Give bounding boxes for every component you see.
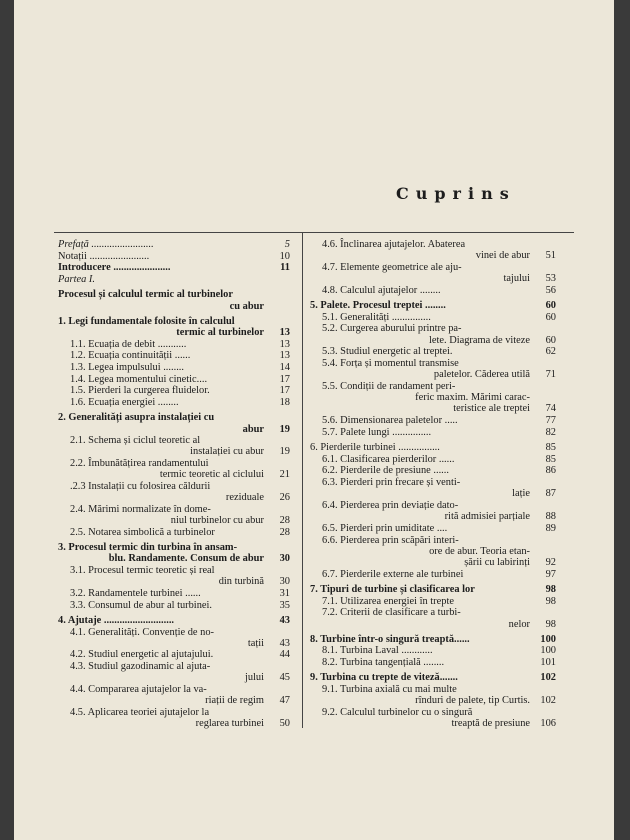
toc-entry bbox=[310, 596, 556, 607]
toc-entry bbox=[58, 527, 290, 538]
toc-entry-title bbox=[58, 527, 264, 538]
toc-entry-line: termic teoretic al ciclului bbox=[159, 469, 264, 481]
toc-page-number: 102 bbox=[540, 672, 556, 684]
toc-page-number: 31 bbox=[279, 587, 290, 599]
toc-entry-line: 4.1. Generalități. Convenție de no- bbox=[70, 626, 214, 638]
toc-entry-line: 5.3. Studiul energetic al treptei. bbox=[322, 346, 453, 358]
toc-entry bbox=[58, 412, 290, 434]
toc-entry-line: 6.6. Pierderea prin scăpări interi- bbox=[322, 534, 459, 546]
toc-entry-title bbox=[310, 596, 530, 607]
toc-entry bbox=[310, 454, 556, 465]
toc-page-number: 13 bbox=[279, 326, 290, 338]
toc-entry-title bbox=[310, 500, 530, 522]
toc-entry-title bbox=[58, 239, 264, 250]
toc-entry-title bbox=[58, 600, 264, 611]
toc-page-number: 88 bbox=[545, 511, 556, 523]
toc-entry-line: 1. Legi fundamentale folosite în calculul bbox=[58, 315, 235, 327]
toc-entry bbox=[310, 584, 556, 595]
toc-entry-line: 2.4. Mărimi normalizate în dome- bbox=[70, 503, 211, 515]
toc-entry-line: 6.4. Pierderea prin deviație dato- bbox=[322, 499, 459, 511]
toc-entry-line: 6. Pierderile turbinei ................ bbox=[310, 441, 440, 453]
toc-entry bbox=[58, 374, 290, 385]
toc-entry-line: 6.3. Pierderi prin frecare și venti- bbox=[322, 477, 461, 489]
toc-entry-title bbox=[310, 239, 530, 261]
toc-entry bbox=[58, 251, 290, 262]
toc-entry-line: Prefață ........................ bbox=[58, 239, 154, 250]
toc-entry-title bbox=[310, 535, 530, 569]
toc-entry-line: reziduale bbox=[225, 492, 264, 504]
toc-entry-title bbox=[58, 385, 264, 396]
toc-entry-line: 3.3. Consumul de abur al turbinei. bbox=[70, 599, 212, 611]
toc-entry-title bbox=[310, 323, 530, 345]
toc-entry bbox=[310, 569, 556, 580]
toc-entry-line: 8. Turbine într-o singură treaptă...... bbox=[310, 633, 470, 645]
toc-entry-line: 9.2. Calculul turbinelor cu o singură bbox=[322, 706, 473, 718]
toc-entry-title bbox=[58, 661, 264, 683]
toc-entry bbox=[58, 542, 290, 564]
toc-entry-line: 4.5. Aplicarea teoriei ajutajelor la bbox=[70, 706, 210, 718]
toc-entry bbox=[58, 435, 290, 457]
toc-entry-line: 1.3. Legea impulsului ........ bbox=[70, 362, 184, 374]
toc-page-number: 18 bbox=[279, 397, 290, 409]
toc-entry bbox=[310, 465, 556, 476]
toc-entry-title bbox=[58, 627, 264, 649]
toc-entry-line: 1.4. Legea momentului cinetic.... bbox=[70, 373, 208, 385]
toc-entry-title bbox=[310, 415, 530, 426]
toc-entry-line: din turbină bbox=[218, 576, 264, 588]
toc-entry-line: 4.2. Studiul energetic al ajutajului. bbox=[70, 649, 214, 661]
toc-entry-line: 2. Generalități asupra instalației cu bbox=[58, 412, 215, 424]
toc-entry-line: 1.1. Ecuația de debit ........... bbox=[70, 338, 187, 350]
toc-entry bbox=[58, 262, 290, 273]
toc-page-number: 60 bbox=[545, 300, 556, 312]
toc-entry bbox=[58, 588, 290, 599]
toc-entry-title bbox=[58, 397, 264, 408]
toc-page-number: 14 bbox=[279, 362, 290, 374]
toc-entry-line: Partea I. bbox=[58, 274, 95, 286]
toc-entry-title bbox=[310, 346, 530, 357]
toc-entry-title bbox=[310, 569, 530, 580]
toc-page-number: 101 bbox=[540, 657, 556, 669]
toc-entry bbox=[58, 504, 290, 526]
toc-entry bbox=[58, 339, 290, 350]
toc-entry-title bbox=[58, 262, 264, 273]
toc-entry-line: 2.2. Îmbunătățirea randamentului bbox=[70, 458, 209, 470]
toc-entry-title bbox=[310, 358, 530, 380]
toc-page-number: 28 bbox=[279, 526, 290, 538]
toc-entry bbox=[58, 661, 290, 683]
book-page bbox=[14, 0, 614, 840]
toc-entry bbox=[310, 415, 556, 426]
toc-page-number: 106 bbox=[540, 718, 556, 730]
toc-entry bbox=[58, 274, 290, 285]
toc-entry-line: blu. Randamente. Consum de abur bbox=[108, 553, 264, 565]
toc-entry bbox=[58, 649, 290, 660]
toc-entry bbox=[310, 477, 556, 499]
toc-entry-line: .2.3 Instalații cu folosirea căldurii bbox=[70, 481, 211, 493]
toc-entry-line: 5.1. Generalități ............... bbox=[322, 311, 431, 323]
toc-page-number: 87 bbox=[545, 488, 556, 500]
toc-entry-line: șării cu labirinți bbox=[464, 556, 530, 568]
toc-entry bbox=[310, 285, 556, 296]
toc-page-number: 60 bbox=[545, 311, 556, 323]
toc-page-number: 74 bbox=[545, 403, 556, 415]
toc-right-column bbox=[310, 239, 556, 730]
toc-entry-line: 3.2. Randamentele turbinei ...... bbox=[70, 587, 201, 599]
toc-entry-line: ore de abur. Teoria etan- bbox=[429, 545, 530, 557]
toc-page-number: 17 bbox=[279, 385, 290, 397]
toc-entry bbox=[58, 239, 290, 250]
toc-entry bbox=[58, 362, 290, 373]
toc-entry-title bbox=[58, 435, 264, 457]
toc-page-number: 45 bbox=[279, 672, 290, 684]
toc-entry-line: Notații ....................... bbox=[58, 250, 150, 262]
toc-left-column bbox=[58, 239, 290, 730]
toc-entry-line: reglarea turbinei bbox=[195, 718, 264, 730]
toc-entry-line: rită admisiei parțiale bbox=[444, 511, 530, 523]
toc-entry-line: lație bbox=[512, 488, 530, 500]
toc-entry bbox=[310, 300, 556, 311]
toc-entry-title bbox=[310, 454, 530, 465]
toc-entry bbox=[58, 600, 290, 611]
toc-entry bbox=[58, 385, 290, 396]
toc-entry-line: 6.1. Clasificarea pierderilor ...... bbox=[322, 453, 455, 465]
toc-entry bbox=[310, 684, 556, 706]
toc-entry-line: 3.1. Procesul termic teoretic și real bbox=[70, 564, 215, 576]
toc-entry-line: Introducere ...................... bbox=[58, 262, 171, 274]
toc-entry bbox=[310, 500, 556, 522]
toc-page-number: 53 bbox=[545, 273, 556, 285]
toc-entry-title bbox=[310, 262, 530, 284]
toc-entry-title bbox=[310, 477, 530, 499]
toc-entry-title bbox=[58, 565, 264, 587]
toc-entry-title bbox=[310, 427, 530, 438]
toc-entry bbox=[58, 289, 290, 311]
toc-entry-line: 5.4. Forța și momentul transmise bbox=[322, 358, 459, 370]
toc-entry-line: niul turbinelor cu abur bbox=[170, 515, 264, 527]
toc-entry bbox=[310, 634, 556, 645]
toc-page-number: 100 bbox=[540, 645, 556, 657]
toc-entry bbox=[310, 707, 556, 729]
toc-entry-line: 3. Procesul termic din turbina în ansam- bbox=[58, 542, 238, 554]
table-of-contents bbox=[54, 232, 574, 735]
toc-entry bbox=[310, 535, 556, 569]
toc-page-number: 102 bbox=[540, 695, 556, 707]
toc-entry-title bbox=[310, 285, 530, 296]
toc-entry-line: 5.5. Condiții de randament peri- bbox=[322, 380, 456, 392]
toc-entry-line: cu abur bbox=[229, 300, 264, 312]
toc-entry-line: Procesul și calculul termic al turbinelor bbox=[58, 289, 233, 301]
toc-entry bbox=[310, 442, 556, 453]
toc-entry-title bbox=[58, 316, 264, 338]
toc-entry bbox=[310, 312, 556, 323]
toc-entry-line: 9. Turbina cu trepte de viteză....... bbox=[310, 672, 458, 684]
toc-entry-title bbox=[310, 684, 530, 706]
toc-entry-line: treaptă de presiune bbox=[451, 718, 530, 730]
toc-entry-line: 5.6. Dimensionarea paletelor ..... bbox=[322, 415, 458, 427]
toc-entry-line: 7.1. Utilizarea energiei în trepte bbox=[322, 595, 454, 607]
toc-page-number: 51 bbox=[545, 250, 556, 262]
toc-page-number: 82 bbox=[545, 426, 556, 438]
toc-entry-line: 4.4. Compararea ajutajelor la va- bbox=[70, 684, 207, 696]
toc-entry-title bbox=[310, 381, 530, 415]
toc-entry-line: 8.1. Turbina Laval ............ bbox=[322, 645, 433, 657]
toc-entry-line: 4.3. Studiul gazodinamic al ajuta- bbox=[70, 661, 211, 673]
toc-entry-title bbox=[58, 481, 264, 503]
toc-entry-line: 2.1. Schema și ciclul teoretic al bbox=[70, 435, 201, 447]
toc-page-number: 17 bbox=[279, 373, 290, 385]
toc-page-number: 35 bbox=[279, 599, 290, 611]
toc-entry-line: 5.7. Palete lungi ............... bbox=[322, 426, 432, 438]
toc-entry bbox=[58, 350, 290, 361]
toc-page-number: 21 bbox=[279, 469, 290, 481]
toc-page-number: 13 bbox=[279, 350, 290, 362]
toc-entry bbox=[58, 707, 290, 729]
toc-entry-title bbox=[310, 657, 530, 668]
toc-entry-line: 5. Palete. Procesul treptei ........ bbox=[310, 300, 446, 312]
toc-entry bbox=[58, 458, 290, 480]
toc-page-number: 62 bbox=[545, 346, 556, 358]
toc-entry-title bbox=[310, 465, 530, 476]
toc-entry-line: tajului bbox=[503, 273, 530, 285]
toc-entry-line: instalației cu abur bbox=[190, 446, 264, 458]
toc-entry bbox=[310, 672, 556, 683]
toc-page-number: 43 bbox=[279, 637, 290, 649]
toc-entry-line: 2.5. Notarea simbolică a turbinelor bbox=[70, 526, 215, 538]
toc-entry-title bbox=[58, 504, 264, 526]
toc-entry bbox=[310, 523, 556, 534]
toc-page-number: 89 bbox=[545, 522, 556, 534]
toc-entry-line: 1.6. Ecuația energiei ........ bbox=[70, 397, 179, 409]
toc-entry-line: 6.5. Pierderi prin umiditate .... bbox=[322, 522, 448, 534]
toc-entry-line: 1.2. Ecuația continuității ...... bbox=[70, 350, 191, 362]
toc-page-number: 85 bbox=[545, 453, 556, 465]
toc-entry-line: 8.2. Turbina tangențială ........ bbox=[322, 657, 445, 669]
toc-entry-title bbox=[58, 458, 264, 480]
toc-page-number: 71 bbox=[545, 369, 556, 381]
toc-entry-title bbox=[58, 412, 264, 434]
toc-entry-title bbox=[58, 251, 264, 262]
toc-entry-title bbox=[310, 607, 530, 629]
toc-entry-line: 4. Ajutaje ........................... bbox=[58, 614, 175, 626]
toc-entry-line: 1.5. Pierderi la curgerea fluidelor. bbox=[70, 385, 210, 397]
toc-page-number: 60 bbox=[545, 334, 556, 346]
toc-entry-line: jului bbox=[244, 672, 264, 684]
toc-page-number: 50 bbox=[279, 718, 290, 730]
toc-entry-title bbox=[58, 339, 264, 350]
toc-page-number: 5 bbox=[284, 239, 290, 250]
toc-entry-title bbox=[58, 362, 264, 373]
toc-entry-title bbox=[310, 707, 530, 729]
toc-entry-line: 6.7. Pierderile externe ale turbinei bbox=[322, 568, 464, 580]
toc-entry bbox=[58, 684, 290, 706]
toc-page-number: 26 bbox=[279, 492, 290, 504]
toc-entry bbox=[310, 262, 556, 284]
toc-entry-title bbox=[310, 300, 530, 311]
toc-page-number: 98 bbox=[545, 583, 556, 595]
toc-entry-line: teristice ale treptei bbox=[453, 403, 530, 415]
toc-entry bbox=[310, 346, 556, 357]
toc-entry-title bbox=[58, 649, 264, 660]
toc-page-number: 19 bbox=[279, 446, 290, 458]
toc-entry bbox=[58, 316, 290, 338]
toc-page-number: 98 bbox=[545, 618, 556, 630]
toc-entry bbox=[310, 358, 556, 380]
toc-entry-line: feric maxim. Mărimi carac- bbox=[415, 392, 530, 404]
toc-entry-line: 4.8. Calculul ajutajelor ........ bbox=[322, 284, 441, 296]
toc-entry-title bbox=[58, 374, 264, 385]
toc-entry-line: paletelor. Căderea utilă bbox=[433, 369, 530, 381]
toc-entry-title bbox=[310, 442, 530, 453]
toc-entry bbox=[310, 427, 556, 438]
toc-entry-title bbox=[310, 312, 530, 323]
toc-entry bbox=[310, 381, 556, 415]
toc-page-number: 77 bbox=[545, 415, 556, 427]
toc-entry-line: abur bbox=[242, 423, 264, 435]
toc-page-number: 92 bbox=[545, 556, 556, 568]
toc-page-number: 56 bbox=[545, 284, 556, 296]
toc-entry bbox=[58, 397, 290, 408]
toc-entry-title bbox=[58, 542, 264, 564]
toc-entry-title bbox=[58, 289, 264, 311]
toc-entry-title bbox=[58, 588, 264, 599]
toc-page-number: 85 bbox=[545, 441, 556, 453]
toc-entry-line: nelor bbox=[508, 618, 530, 630]
toc-page-number: 13 bbox=[279, 338, 290, 350]
toc-entry bbox=[58, 627, 290, 649]
toc-entry-title bbox=[58, 350, 264, 361]
toc-entry-line: tații bbox=[247, 637, 264, 649]
toc-entry-title bbox=[310, 645, 530, 656]
toc-entry-line: riații de regim bbox=[205, 695, 264, 707]
toc-entry-line: 7. Tipuri de turbine și clasificarea lor bbox=[310, 583, 475, 595]
toc-page-number: 86 bbox=[545, 465, 556, 477]
toc-page-number: 19 bbox=[279, 423, 290, 435]
column-divider bbox=[302, 233, 303, 728]
toc-page-number: 43 bbox=[279, 614, 290, 626]
toc-entry-line: 9.1. Turbina axială cu mai multe bbox=[322, 684, 457, 696]
toc-entry-title bbox=[310, 523, 530, 534]
toc-page-number: 100 bbox=[540, 633, 556, 645]
toc-page-number: 30 bbox=[279, 576, 290, 588]
toc-entry-line: rînduri de palete, tip Curtis. bbox=[415, 695, 530, 707]
toc-entry-line: termic al turbinelor bbox=[176, 326, 264, 338]
toc-entry-line: 6.2. Pierderile de presiune ...... bbox=[322, 465, 449, 477]
toc-entry bbox=[58, 565, 290, 587]
toc-entry-line: 4.6. Înclinarea ajutajelor. Abaterea bbox=[322, 239, 466, 250]
toc-entry-title bbox=[58, 707, 264, 729]
toc-entry-title bbox=[310, 672, 530, 683]
toc-entry bbox=[58, 481, 290, 503]
toc-page-number: 28 bbox=[279, 515, 290, 527]
toc-entry-title bbox=[58, 684, 264, 706]
toc-page-number: 47 bbox=[279, 695, 290, 707]
toc-page-number: 11 bbox=[280, 262, 290, 274]
page-title: Cuprins bbox=[396, 184, 516, 203]
toc-entry-title bbox=[310, 584, 530, 595]
toc-page-number: 98 bbox=[545, 595, 556, 607]
toc-entry-title bbox=[310, 634, 530, 645]
toc-entry-line: 4.7. Elemente geometrice ale aju- bbox=[322, 261, 462, 273]
toc-entry-line: lete. Diagrama de viteze bbox=[429, 334, 530, 346]
toc-entry bbox=[310, 657, 556, 668]
toc-page-number: 30 bbox=[279, 553, 290, 565]
toc-page-number: 10 bbox=[279, 250, 290, 262]
toc-entry-line: 5.2. Curgerea aburului printre pa- bbox=[322, 323, 462, 335]
toc-entry bbox=[310, 607, 556, 629]
toc-entry bbox=[310, 239, 556, 261]
toc-entry-title bbox=[58, 274, 290, 285]
toc-entry bbox=[58, 615, 290, 626]
toc-entry-line: vinei de abur bbox=[475, 250, 530, 262]
toc-entry-line: 7.2. Criterii de clasificare a turbi- bbox=[322, 607, 461, 619]
toc-page-number: 97 bbox=[545, 568, 556, 580]
toc-page-number: 44 bbox=[279, 649, 290, 661]
toc-entry-title bbox=[58, 615, 264, 626]
toc-entry bbox=[310, 645, 556, 656]
toc-entry bbox=[310, 323, 556, 345]
